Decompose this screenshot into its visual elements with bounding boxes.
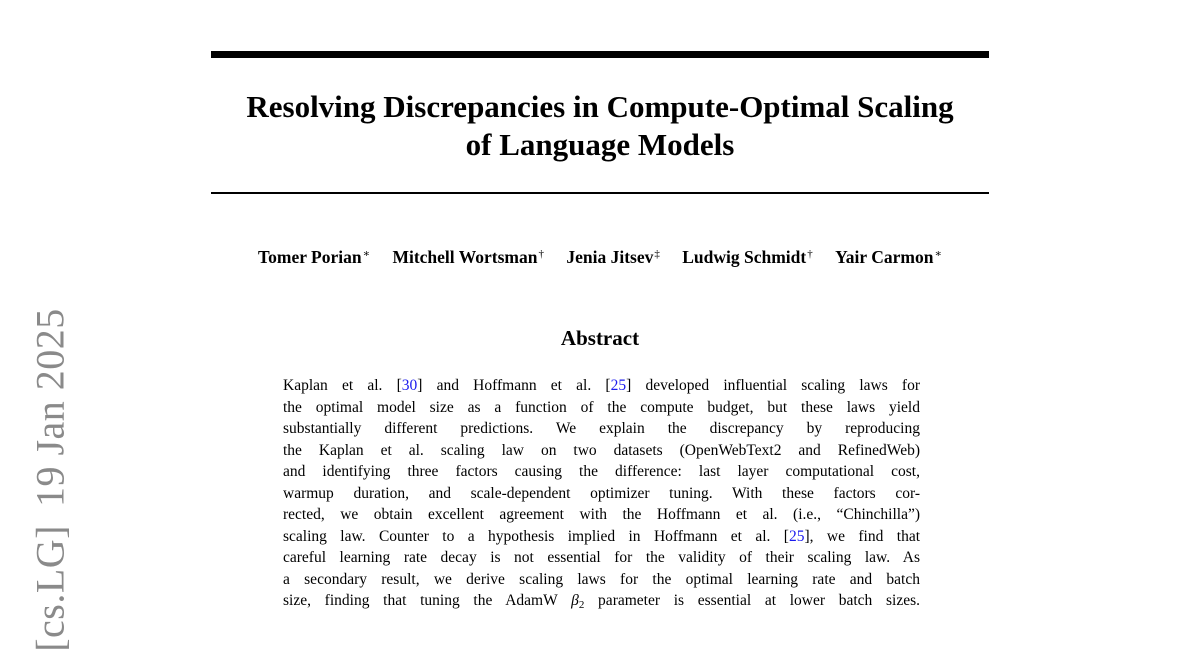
arxiv-category: [cs.LG] (27, 525, 73, 652)
abstract-line: a secondary result, we derive scaling laws for the optimal learning rate and batch (283, 570, 920, 588)
paper-title (211, 88, 989, 164)
arxiv-side-stamp (27, 308, 74, 652)
abstract-line (283, 375, 920, 397)
abstract-text: ], we find that (804, 527, 921, 545)
author-name: Yair Carmon (835, 247, 934, 267)
author (392, 247, 544, 268)
citation-link[interactable]: 30 (401, 377, 418, 394)
author (835, 247, 942, 268)
affiliation-mark: † (538, 248, 544, 260)
abstract-line: careful learning rate decay is not essential for the validity of their scaling law. As (283, 549, 920, 566)
citation-link[interactable]: 25 (610, 377, 627, 394)
affiliation-mark: ‡ (654, 248, 660, 260)
abstract-line: and identifying three factors causing the difference: last layer computational cost, (283, 463, 920, 480)
title-top-rule (211, 51, 989, 58)
arxiv-date: 19 Jan 2025 (27, 308, 73, 508)
abstract-line: warmup duration, and scale-dependent optimizer tuning. With these factors cor- (283, 484, 920, 502)
abstract-line: the Kaplan et al. scaling law on two datasets (OpenWebText2 and RefinedWeb) (283, 441, 920, 459)
title-line-1: Resolving Discrepancies in Compute-Optimal Scaling (246, 89, 954, 124)
title-line-2: of Language Models (465, 127, 735, 162)
author (566, 247, 660, 268)
author-name: Mitchell Wortsman (392, 247, 538, 267)
abstract-text: ] and Hoffmann et al. [ (417, 377, 611, 394)
beta-symbol: β (571, 592, 579, 609)
affiliation-mark: ∗ (362, 248, 371, 260)
abstract-line: the optimal model size as a function of the compute budget, but these laws yield (283, 398, 920, 416)
author (682, 247, 813, 268)
author-name: Ludwig Schmidt (682, 247, 807, 267)
abstract-text: ] developed influential scaling laws for (626, 377, 921, 394)
citation-link[interactable]: 25 (788, 527, 805, 545)
abstract-line (283, 526, 920, 548)
abstract-line (283, 590, 920, 612)
abstract-text: scaling law. Counter to a hypothesis implied in Hoffmann et al. [ (283, 527, 789, 545)
beta-subscript: 2 (578, 599, 585, 611)
title-bottom-rule (211, 192, 989, 194)
author-name: Tomer Porian (258, 247, 362, 267)
affiliation-mark: † (807, 248, 813, 260)
abstract-line: substantially different predictions. We explain the discrepancy by reproducing (283, 420, 920, 437)
author-list (211, 247, 989, 268)
abstract-body (283, 375, 920, 612)
author (258, 247, 370, 268)
abstract-text: size, finding that tuning the AdamW (283, 592, 572, 609)
abstract-line: rected, we obtain excellent agreement with the Hoffmann et al. (i.e., “Chinchilla”) (283, 506, 920, 523)
affiliation-mark: ∗ (934, 248, 942, 260)
abstract-text: parameter is essential at lower batch sizes. (584, 592, 920, 609)
author-name: Jenia Jitsev (566, 247, 654, 267)
abstract-heading: Abstract (560, 326, 640, 350)
abstract-text: Kaplan et al. [ (283, 377, 402, 394)
